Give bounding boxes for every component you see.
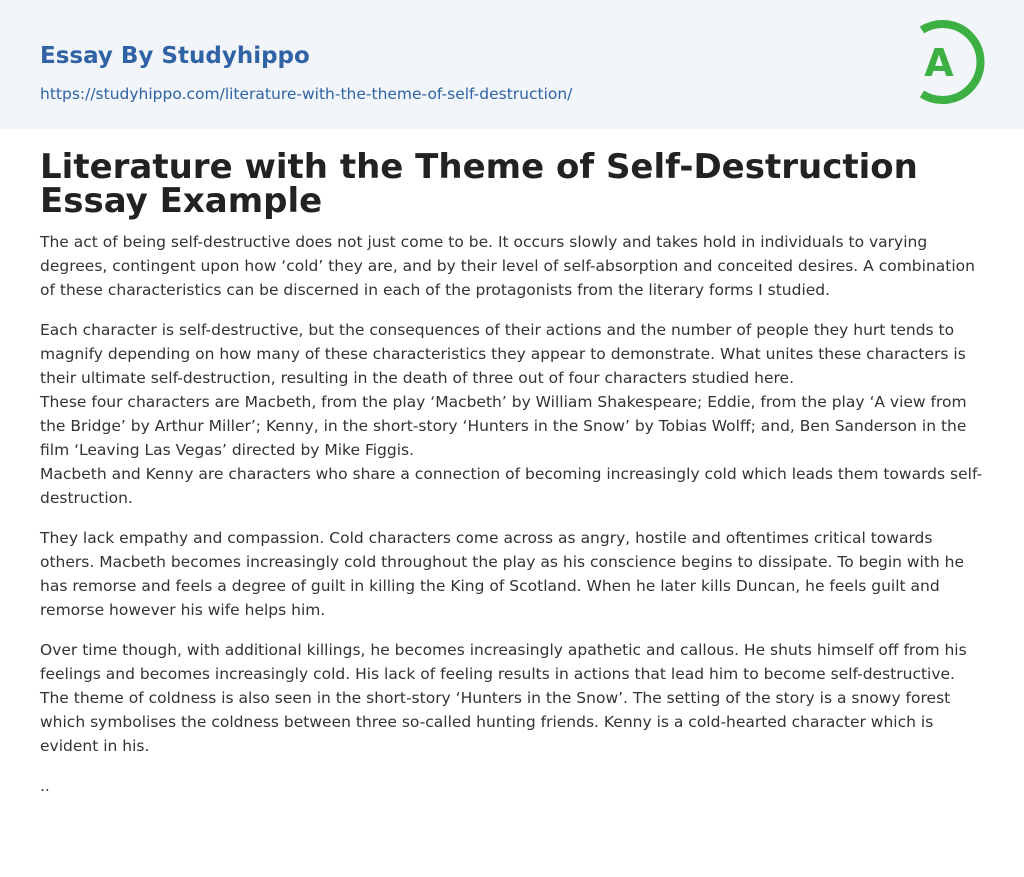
truncation-ellipsis: .. xyxy=(40,777,50,795)
paragraph-7: The theme of coldness is also seen in the short-story ‘Hunters in the Snow’. The setting of the story is a snowy forest which symbolises the coldness between three so-called hunting friends. Kenny is a cold-hearted character which is evident in his. xyxy=(40,689,951,755)
article xyxy=(40,147,990,798)
paragraph-4: Macbeth and Kenny are characters who share a connection of becoming increasingly cold which leads them towards self-destruction. xyxy=(40,465,983,507)
paragraph-3: These four characters are Macbeth, from the play ‘Macbeth’ by William Shakespeare; Eddie, from the play ‘A view from the Bridge’ by Arthur Miller’; Kenny, in the short-story ‘Hunters in the Snow’ by Tobias Wolff; and, Ben Sanderson in the film ‘Leaving Las Vegas’ directed by Mike Figgis. xyxy=(40,393,967,459)
logo-letter: A xyxy=(924,41,954,85)
site-title[interactable]: Essay By Studyhippo xyxy=(40,43,310,69)
article-title: Literature with the Theme of Self-Destruction Essay Example xyxy=(40,147,918,221)
paragraph-6: Over time though, with additional killings, he becomes increasingly apathetic and callous. He shuts himself off from his feelings and becomes increasingly cold. His lack of feeling results in actions that lead him to become self-destructive. xyxy=(40,641,967,683)
paragraph-2: Each character is self-destructive, but the consequences of their actions and the number of people they hurt tends to magnify depending on how many of these characteristics they appear to demonstrate. What unites these characters is their ultimate self-destruction, resulting in the death of three out of four characters studied here. xyxy=(40,321,966,387)
article-url-link[interactable]: https://studyhippo.com/literature-with-the-theme-of-self-destruction/ xyxy=(40,85,573,103)
studyhippo-logo-icon[interactable] xyxy=(912,18,988,106)
paragraph-5: They lack empathy and compassion. Cold characters come across as angry, hostile and oftentimes critical towards others. Macbeth becomes increasingly cold throughout the play as his conscience begins to dissipate. To begin with he has remorse and feels a degree of guilt in killing the King of Scotland. When he later kills Duncan, he feels guilt and remorse however his wife helps him. xyxy=(40,529,965,619)
site-header xyxy=(0,0,1024,129)
paragraph-1: The act of being self-destructive does not just come to be. It occurs slowly and takes hold in individuals to varying degrees, contingent upon how ‘cold’ they are, and by their level of self-absorption and conceited desires. A combination of these characteristics can be discerned in each of the protagonists from the literary forms I studied. xyxy=(40,233,975,299)
